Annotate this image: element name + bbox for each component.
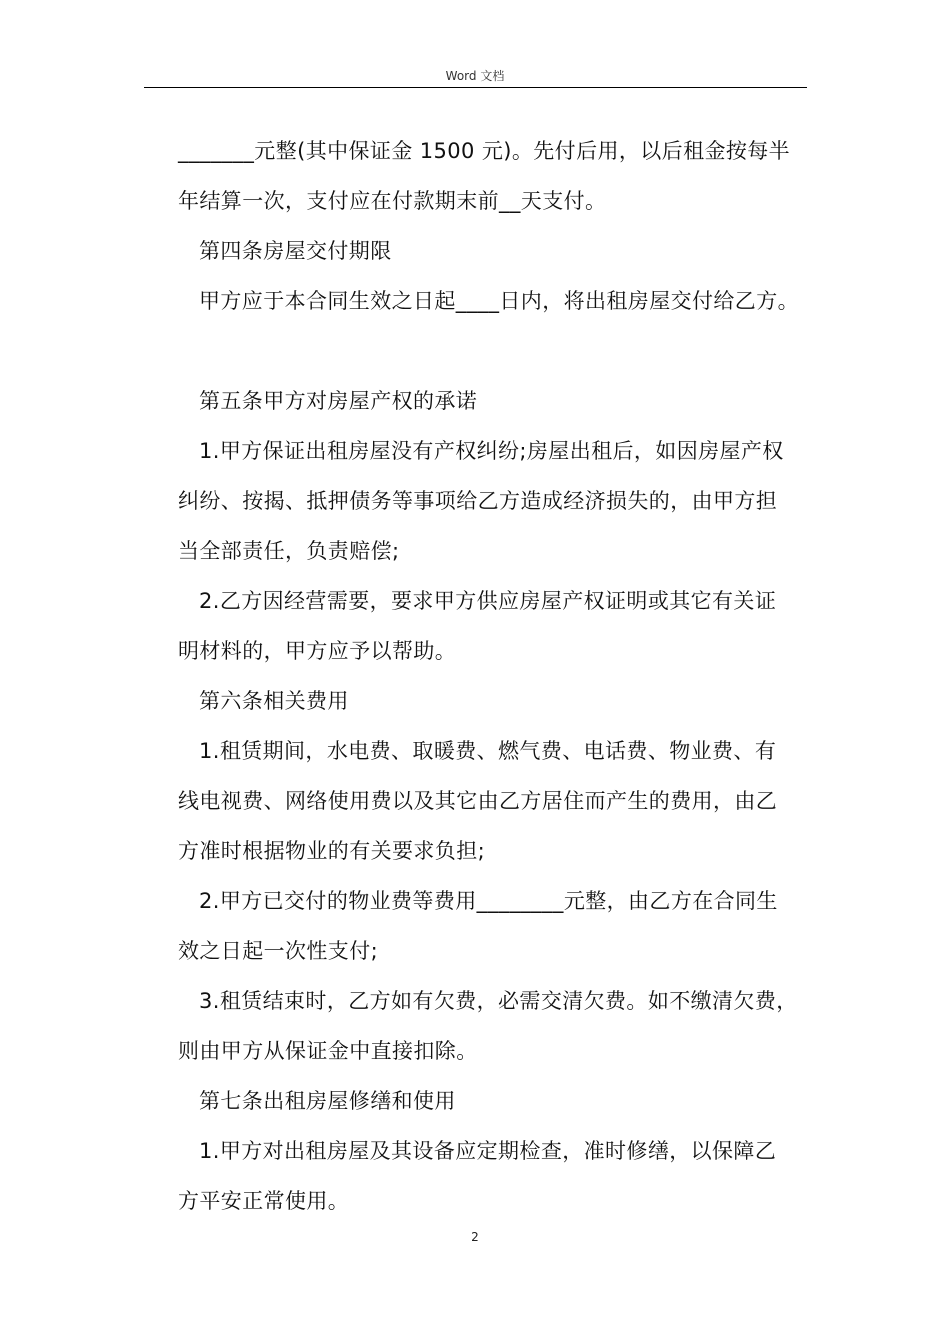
paragraph-line: 1.甲方对出租房屋及其设备应定期检查，准时修缮，以保障乙 xyxy=(199,1139,777,1163)
paragraph-line: 甲方应于本合同生效之日起____日内，将出租房屋交付给乙方。 xyxy=(199,289,799,313)
page-header-label: Word 文档 xyxy=(445,69,505,83)
paragraph-line: 效之日起一次性支付; xyxy=(178,939,379,963)
paragraph-line: 年结算一次，支付应在付款期末前__天支付。 xyxy=(178,189,607,213)
paragraph-line: 1.租赁期间，水电费、取暖费、燃气费、电话费、物业费、有 xyxy=(199,739,777,763)
paragraph-line: 方平安正常使用。 xyxy=(178,1189,350,1213)
document-body xyxy=(178,126,818,1226)
page-number: 2 xyxy=(471,1230,479,1244)
paragraph-line: _______元整(其中保证金 1500 元)。先付后用，以后租金按每半 xyxy=(178,139,791,163)
paragraph-line: 纠纷、按揭、抵押债务等事项给乙方造成经济损失的，由甲方担 xyxy=(178,489,778,513)
paragraph-line: 2.乙方因经营需要，要求甲方供应房屋产权证明或其它有关证 xyxy=(199,589,777,613)
paragraph-line: 线电视费、网络使用费以及其它由乙方居住而产生的费用，由乙 xyxy=(178,789,778,813)
paragraph-line: 明材料的，甲方应予以帮助。 xyxy=(178,639,457,663)
paragraph-line: 则由甲方从保证金中直接扣除。 xyxy=(178,1039,478,1063)
section-heading-6: 第六条相关费用 xyxy=(199,689,349,713)
section-heading-5: 第五条甲方对房屋产权的承诺 xyxy=(199,389,478,413)
paragraph-line: 2.甲方已交付的物业费等费用________元整，由乙方在合同生 xyxy=(199,889,778,913)
header-divider xyxy=(144,87,807,88)
blank-line xyxy=(178,326,818,376)
paragraph-line: 1.甲方保证出租房屋没有产权纠纷;房屋出租后，如因房屋产权 xyxy=(199,439,784,463)
section-heading-4: 第四条房屋交付期限 xyxy=(199,239,392,263)
paragraph-line: 3.租赁结束时，乙方如有欠费，必需交清欠费。如不缴清欠费， xyxy=(199,989,798,1013)
paragraph-line: 当全部责任，负责赔偿; xyxy=(178,539,400,563)
paragraph-line: 方准时根据物业的有关要求负担; xyxy=(178,839,486,863)
section-heading-7: 第七条出租房屋修缮和使用 xyxy=(199,1089,456,1113)
